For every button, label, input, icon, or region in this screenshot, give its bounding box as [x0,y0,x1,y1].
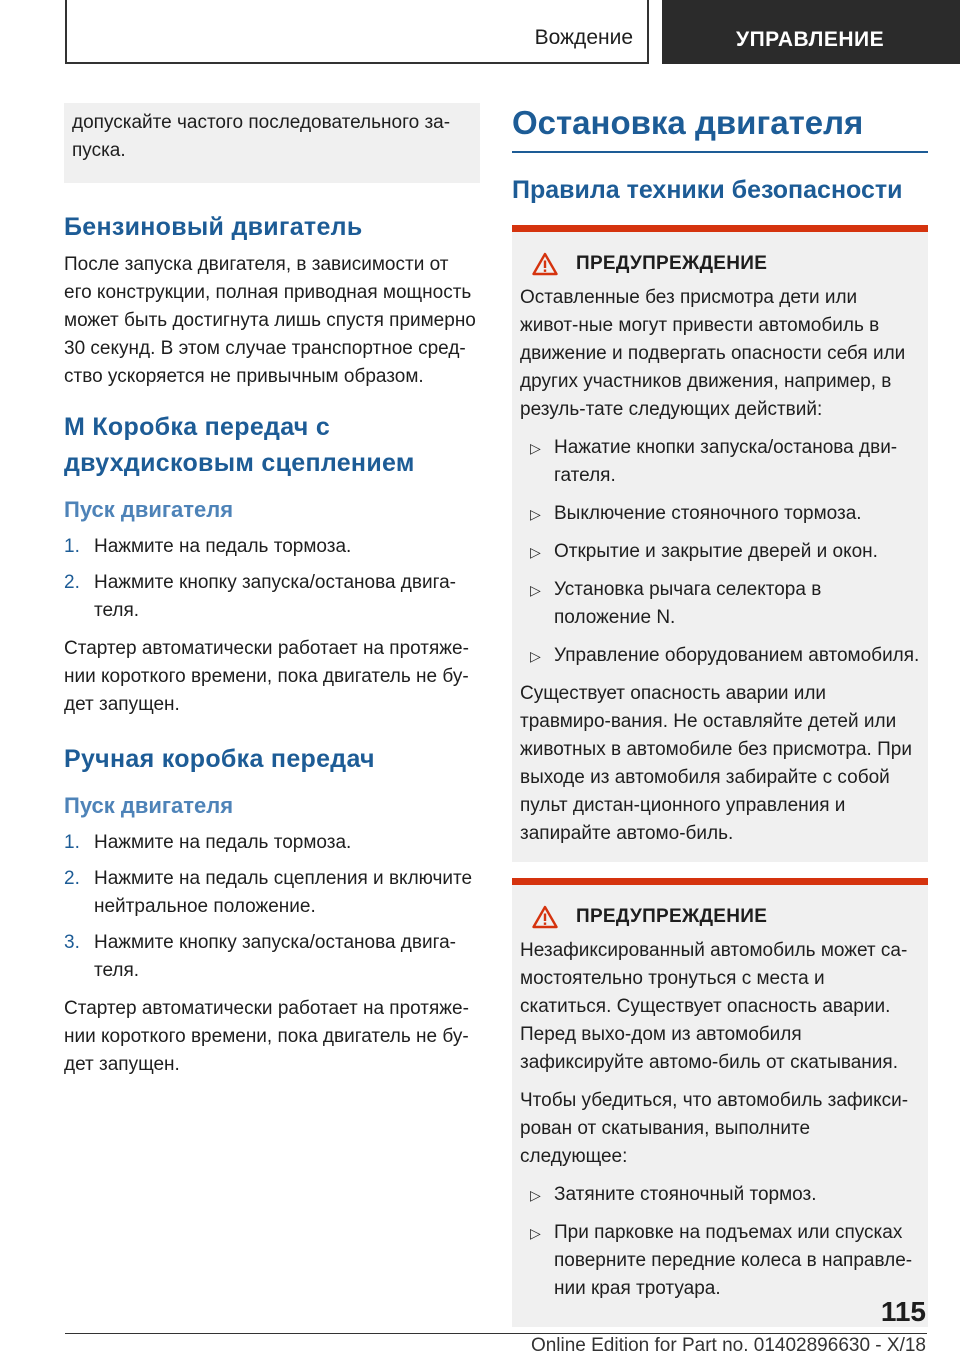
warning-box-2 [512,878,928,1327]
triangle-bullet-icon: ▷ [530,1187,541,1203]
continuation-box [64,103,480,183]
chapter-title: УПРАВЛЕНИЕ [736,28,885,51]
footer-edition: Online Edition for Part no. 01402896630 - X/18 [530,1335,926,1356]
step-number: 1. [64,536,80,557]
list-item [64,829,480,857]
step-number: 1. [64,832,80,853]
warning-title: ПРЕДУПРЕЖДЕНИЕ [576,906,768,927]
section-title: Вождение [534,26,633,49]
warning-intro: Оставленные без присмотра дети или живот-ные могут привести автомобиль в движение и подвергать опасности себя или других участников движения, например, в резуль-тате следующих действий: [520,287,906,420]
warning-list [520,434,920,670]
warning-second: Чтобы убедиться, что автомобиль зафикси-рован от скатывания, выполните следующее: [520,1090,909,1167]
left-column [64,103,480,1089]
list-item-text: Открытие и закрытие дверей и окон. [554,541,878,562]
list-item-text: Затяните стояночный тормоз. [554,1184,817,1205]
list-item-text: Установка рычага селектора в положение N. [554,579,822,628]
warning-title: ПРЕДУПРЕЖДЕНИЕ [576,253,768,274]
list-item [520,434,920,490]
manual-after-text: Стартер автоматически работает на протяже-нии короткого времени, пока двигатель не бу-дет запущен. [64,998,469,1075]
list-item [520,642,920,670]
safety-heading: Правила техники безопасности [512,176,903,204]
header-section-tab [65,0,649,64]
list-item [520,1181,920,1209]
warning-triangle-icon [532,252,558,276]
triangle-bullet-icon: ▷ [530,1225,541,1241]
triangle-bullet-icon: ▷ [530,544,541,560]
manual-start-subheading: Пуск двигателя [64,793,234,818]
list-item-text: Нажатие кнопки запуска/останова дви-гателя. [554,437,898,486]
warning-intro: Незафиксированный автомобиль может са-мостоятельно тронуться с места и скатиться. Существует опасность аварии. Перед выхо-дом из автомобиля зафиксируйте автомо-биль от скатывания. [520,940,908,1073]
header-chapter-tab [662,0,960,64]
m-after-text: Стартер автоматически работает на протяже-нии короткого времени, пока двигатель не бу-дет запущен. [64,638,469,715]
triangle-bullet-icon: ▷ [530,440,541,456]
petrol-heading: Бензиновый двигатель [64,213,363,241]
warning-triangle-icon [532,905,558,929]
step-number: 2. [64,868,80,889]
step-text: Нажмите на педаль тормоза. [94,832,352,853]
list-item-text: Управление оборудованием автомобиля. [554,645,920,666]
list-item [64,569,480,625]
warning-box-1 [512,225,928,862]
list-item [520,1219,920,1303]
triangle-bullet-icon: ▷ [530,506,541,522]
list-item-text: При парковке на подъемах или спусках поверните передние колеса в направле-нии края тротуара. [554,1222,913,1299]
warning-list [520,1181,920,1303]
list-item [64,865,480,921]
list-item [520,576,920,632]
list-item [64,929,480,985]
continuation-text: допускайте частого последовательного за- пуска. [72,112,451,161]
manual-steps-list [64,829,480,985]
step-number: 3. [64,932,80,953]
step-text: Нажмите на педаль сцепления и включите нейтральное положение. [94,868,473,917]
step-text: Нажмите кнопку запуска/останова двига-теля. [94,932,457,981]
list-item [520,500,920,528]
step-text: Нажмите кнопку запуска/останова двига-теля. [94,572,457,621]
step-text: Нажмите на педаль тормоза. [94,536,352,557]
step-number: 2. [64,572,80,593]
list-item-text: Выключение стояночного тормоза. [554,503,862,524]
petrol-text: После запуска двигателя, в зависимости от его конструкции, полная приводная мощность может быть достигнута лишь спустя примерно 30 секунд. В этом случае транспортное сред-ство ускоряется не привычным образом. [64,254,476,387]
list-item [64,533,480,561]
list-item [520,538,920,566]
right-column [512,103,928,1343]
m-gearbox-heading: M Коробка передач с двухдисковым сцеплением [64,413,415,477]
triangle-bullet-icon: ▷ [530,648,541,664]
manual-gearbox-heading: Ручная коробка передач [64,745,375,773]
title-rule [512,103,928,153]
warning-after: Существует опасность аварии или травмиро-вания. Не оставляйте детей или животных в автомобиле без присмотра. При выходе из автомобиля забирайте с собой пульт дистан-ционного управления и запирайте автомо-биль. [520,683,912,844]
m-steps-list [64,533,480,625]
footer-rule [65,1333,927,1334]
triangle-bullet-icon: ▷ [530,582,541,598]
m-start-subheading: Пуск двигателя [64,497,234,522]
page-title: Остановка двигателя [512,104,864,141]
page-number: 115 [880,1296,926,1327]
